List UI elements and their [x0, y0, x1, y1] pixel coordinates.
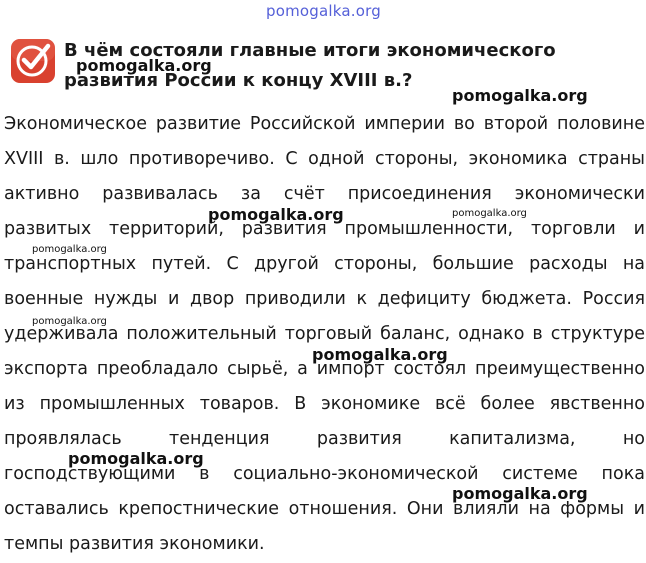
watermark: pomogalka.org	[312, 345, 448, 364]
watermark: pomogalka.org	[32, 316, 107, 327]
top-watermark: pomogalka.org	[266, 2, 381, 20]
watermark: pomogalka.org	[32, 244, 107, 255]
watermark: pomogalka.org	[208, 205, 344, 224]
watermark: pomogalka.org	[452, 484, 588, 503]
question-heading: В чём состояли главные итоги экономического развития России к концу XVIII в.?	[64, 40, 556, 91]
watermark: pomogalka.org	[452, 208, 527, 219]
watermark: pomogalka.org	[68, 449, 204, 468]
checkmark-icon	[10, 38, 56, 84]
answer-paragraph: Экономическое развитие Российской империи во второй половине XVIII в. шло противоречиво. С одной стороны, экономика страны активно развивалась за счёт присоединения экономически развитых территорий, развития промышленности, торговли и транспортных путей. С другой стороны, большие расходы на военные нужды и двор приводили к дефициту бюджета. Россия удерживала положительный торговый баланс, однако в структуре экспорта преобладало сырьё, а импорт состоял преимущественно из промышленных товаров. В экономике всё более явственно проявлялась тенденция развития капитализма, но господствующими в социально-экономической системе пока оставались крепостнические отношения. Они влияли на формы и темпы развития экономики.	[4, 114, 645, 554]
watermark: pomogalka.org	[452, 86, 588, 105]
watermark: pomogalka.org	[76, 56, 212, 75]
